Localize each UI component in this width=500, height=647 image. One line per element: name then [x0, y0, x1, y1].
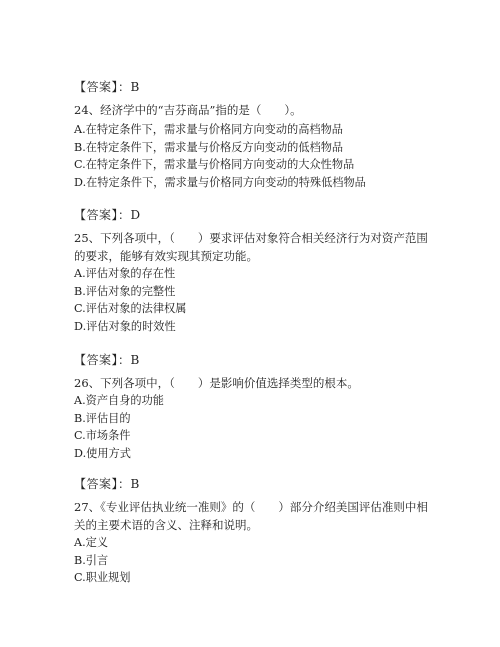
option-b: B.评估对象的完整性: [74, 284, 176, 298]
option-c: C.职业规划: [74, 571, 131, 584]
option-c: C.市场条件: [74, 429, 131, 442]
option-a: A.评估对象的存在性: [74, 267, 176, 280]
option-a: A.资产自身的功能: [74, 394, 164, 407]
question-text-line1: 27、《专业评估执业统一准则》的（ ）部分介绍美国评估准则中相: [74, 500, 428, 514]
answer-label: 【答案】：B: [74, 353, 140, 367]
answer-label: 【答案】：D: [74, 208, 141, 222]
option-b: B.在特定条件下，需求量与价格反方向变动的低档物品: [74, 140, 344, 154]
option-c: C.在特定条件下，需求量与价格同方向变动的大众性物品: [74, 158, 355, 171]
question-24: [74, 101, 434, 191]
option-a: A.在特定条件下，需求量与价格同方向变动的高档物品: [74, 123, 343, 136]
question-text-line1: 25、下列各项中，（ ）要求评估对象符合相关经济行为对资产范围: [74, 231, 428, 245]
question-text-line2: 的要求，能够有效实现其预定功能。: [74, 249, 258, 263]
answer-label: 【答案】：B: [74, 80, 140, 94]
question-25: [74, 229, 434, 335]
option-b: B.评估目的: [74, 411, 131, 425]
option-d: D.在特定条件下，需求量与价格同方向变动的特殊低档物品: [74, 175, 366, 189]
answer-label: 【答案】：B: [74, 477, 140, 491]
question-27: [74, 498, 434, 587]
option-c: C.评估对象的法律权属: [74, 302, 187, 315]
question-26: [74, 374, 434, 462]
option-d: D.使用方式: [74, 446, 131, 460]
option-d: D.评估对象的时效性: [74, 319, 176, 333]
option-b: B.引言: [74, 553, 109, 567]
option-a: A.定义: [74, 536, 109, 549]
question-text-line2: 关的主要术语的含义、注释和说明。: [74, 518, 258, 532]
question-text: 24、经济学中的“吉芬商品”指的是（ ）。: [74, 103, 302, 117]
question-text: 26、下列各项中，（ ）是影响价值选择类型的根本。: [74, 376, 359, 390]
